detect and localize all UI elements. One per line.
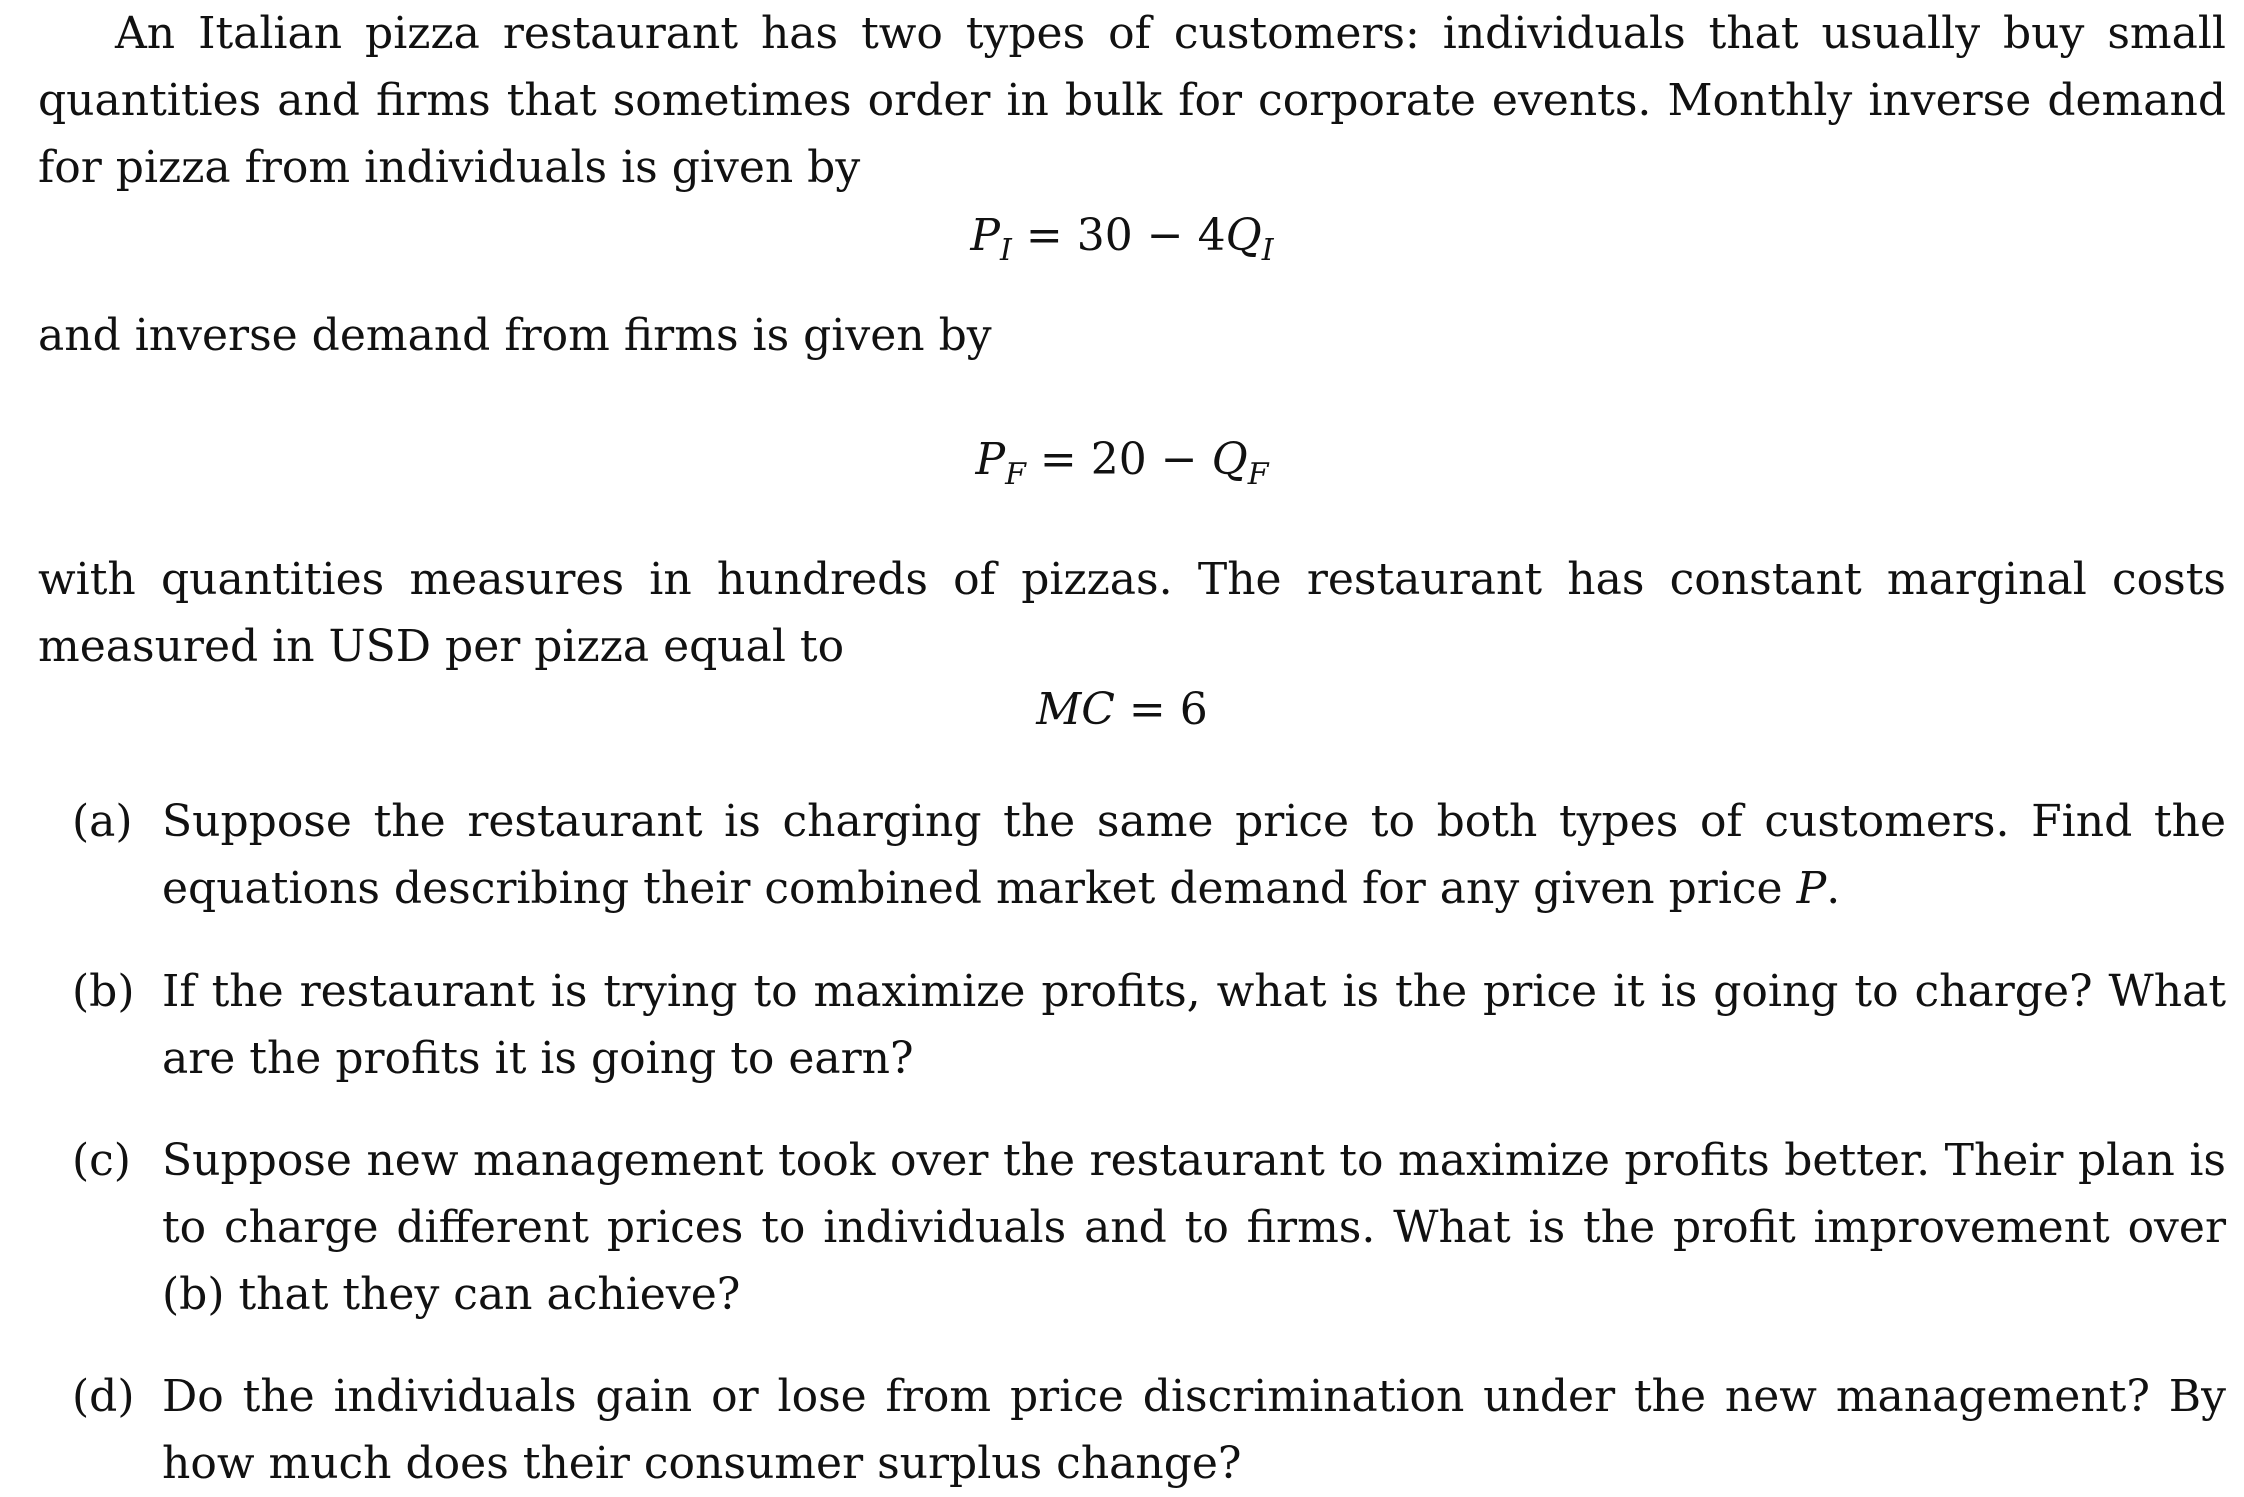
question-label: (c): [72, 1135, 131, 1186]
question-text: Suppose new management took over the restaurant to maximize profits better. Their plan is to charge different prices to individuals and to firms. What is the profit improvement over (b) that they can achieve?: [162, 1135, 2226, 1320]
question-text: If the restaurant is trying to maximize profits, what is the price it is going to charge? What are the profits it is going to earn?: [162, 966, 2226, 1084]
question-label: (a): [72, 796, 133, 847]
equation-individual-demand: $P_I = 30 - 4Q_I$: [970, 210, 1274, 268]
equation-marginal-cost: MC = 6: [1036, 684, 1208, 735]
question-label: (b): [72, 966, 135, 1017]
marginal-cost-text: with quantities measures in hundreds of pizzas. The restaurant has constant marginal costs measured in USD per pizza equal to: [38, 554, 2226, 672]
question-b: [72, 958, 2226, 1092]
question-a: (a) Suppose the restaurant is charging the same price to both types of customers. Find the equations describing their combined market demand for any given price P.: [72, 788, 2226, 922]
question-c: [72, 1127, 2226, 1328]
firms-demand-text: and inverse demand from firms is given by: [38, 310, 992, 361]
question-text: Suppose the restaurant is charging the same price to both types of customers. Find the equations describing their combined market demand for any given price: [162, 796, 2226, 914]
question-label: (d): [72, 1371, 135, 1422]
question-d: [72, 1363, 2226, 1497]
price-variable: P: [1796, 863, 1827, 914]
equation-firm-demand: $P_F = 20 - Q_F$: [975, 434, 1269, 492]
question-text: Do the individuals gain or lose from price discrimination under the new management? By how much does their consumer surplus change?: [162, 1371, 2226, 1489]
intro-paragraph: An Italian pizza restaurant has two types of customers: individuals that usually buy small quantities and firms that sometimes order in bulk for corporate events. Monthly inverse demand for pizza from individuals is given by: [38, 8, 2226, 193]
